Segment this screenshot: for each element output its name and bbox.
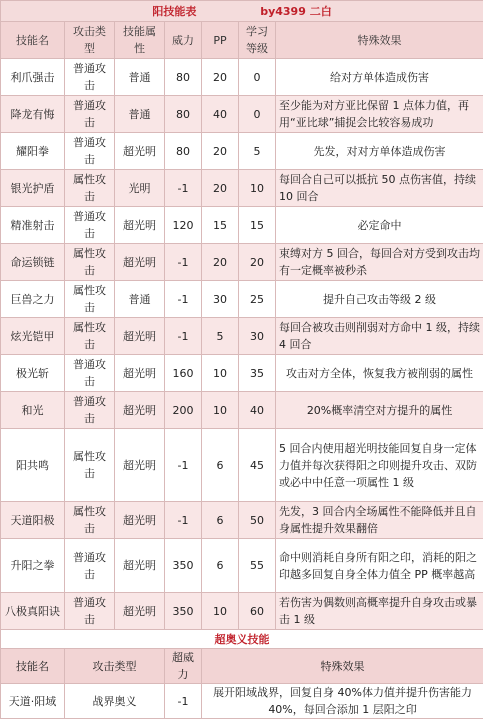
- table-row: [1, 429, 483, 502]
- skill-pp: 20: [202, 59, 239, 96]
- super-skill-title-row: [1, 630, 483, 649]
- skill-attr: 超光明: [115, 429, 165, 502]
- skill-pp: 15: [202, 207, 239, 244]
- skill-name: 耀阳拳: [1, 133, 65, 170]
- skill-pp: 20: [202, 170, 239, 207]
- header-skill-attr: 技能属性: [115, 22, 165, 59]
- super-power: -1: [165, 684, 202, 719]
- special-effect: 每回合被攻击则削弱对方命中 1 级，持续 4 回合: [276, 318, 483, 355]
- learn-level: 20: [239, 244, 276, 281]
- attack-type: 属性攻击: [65, 170, 115, 207]
- table-row: [1, 392, 483, 429]
- learn-level: 45: [239, 429, 276, 502]
- learn-level: 55: [239, 539, 276, 593]
- super-header-name: 技能名: [1, 649, 65, 684]
- skill-attr: 超光明: [115, 593, 165, 630]
- skill-power: 350: [165, 593, 202, 630]
- super-header-effect: 特殊效果: [202, 649, 483, 684]
- attack-type: 普通攻击: [65, 539, 115, 593]
- header-effect: 特殊效果: [276, 22, 483, 59]
- special-effect: 束缚对方 5 回合，每回合对方受到攻击均有一定概率被秒杀: [276, 244, 483, 281]
- table-row: [1, 318, 483, 355]
- skill-power: 80: [165, 96, 202, 133]
- header-skill-name: 技能名: [1, 22, 65, 59]
- table-row: [1, 502, 483, 539]
- attack-type: 普通攻击: [65, 593, 115, 630]
- special-effect: 至少能为对方亚比保留 1 点体力值，再用“亚比球”捕捉会比较容易成功: [276, 96, 483, 133]
- skill-power: -1: [165, 170, 202, 207]
- skill-name: 八极真阳诀: [1, 593, 65, 630]
- skill-attr: 普通: [115, 96, 165, 133]
- learn-level: 15: [239, 207, 276, 244]
- special-effect: 命中则消耗自身所有阳之印，消耗的阳之印越多回复自身全体力值全 PP 概率越高: [276, 539, 483, 593]
- special-effect: 先发，对对方单体造成伤害: [276, 133, 483, 170]
- skill-power: -1: [165, 429, 202, 502]
- skill-power: 350: [165, 539, 202, 593]
- header-attack-type: 攻击类型: [65, 22, 115, 59]
- skill-power: -1: [165, 318, 202, 355]
- skill-pp: 10: [202, 593, 239, 630]
- special-effect: 每回合自己可以抵抗 50 点伤害值，持续 10 回合: [276, 170, 483, 207]
- skill-pp: 6: [202, 429, 239, 502]
- special-effect: 攻击对方全体，恢复我方被削弱的属性: [276, 355, 483, 392]
- special-effect: 20%概率清空对方提升的属性: [276, 392, 483, 429]
- table-title: 阳技能表: [152, 5, 196, 18]
- attack-type: 属性攻击: [65, 429, 115, 502]
- table-row: [1, 593, 483, 630]
- skill-name: 和光: [1, 392, 65, 429]
- super-header-power: 超威力: [165, 649, 202, 684]
- skill-attr: 超光明: [115, 318, 165, 355]
- attack-type: 普通攻击: [65, 59, 115, 96]
- table-row: [1, 207, 483, 244]
- attack-type: 普通攻击: [65, 392, 115, 429]
- skill-name: 巨兽之力: [1, 281, 65, 318]
- skill-pp: 20: [202, 244, 239, 281]
- super-skill-name: 天道·阳域: [1, 684, 65, 719]
- attack-type: 属性攻击: [65, 502, 115, 539]
- skill-pp: 10: [202, 355, 239, 392]
- super-attack-type: 战界奥义: [65, 684, 165, 719]
- skill-attr: 超光明: [115, 133, 165, 170]
- table-author: by4399 二白: [260, 5, 332, 18]
- skill-pp: 5: [202, 318, 239, 355]
- skill-attr: 超光明: [115, 207, 165, 244]
- skill-pp: 6: [202, 502, 239, 539]
- table-row: [1, 355, 483, 392]
- header-power: 威力: [165, 22, 202, 59]
- table-row: [1, 133, 483, 170]
- skill-attr: 超光明: [115, 355, 165, 392]
- special-effect: 若伤害为偶数则高概率提升自身攻击或暴击 1 级: [276, 593, 483, 630]
- learn-level: 0: [239, 96, 276, 133]
- skill-name: 利爪强击: [1, 59, 65, 96]
- skill-name: 精准射击: [1, 207, 65, 244]
- skill-pp: 20: [202, 133, 239, 170]
- skill-pp: 40: [202, 96, 239, 133]
- learn-level: 25: [239, 281, 276, 318]
- special-effect: 给对方单体造成伤害: [276, 59, 483, 96]
- skill-pp: 30: [202, 281, 239, 318]
- learn-level: 10: [239, 170, 276, 207]
- attack-type: 属性攻击: [65, 281, 115, 318]
- skill-attr: 超光明: [115, 502, 165, 539]
- learn-level: 60: [239, 593, 276, 630]
- skill-name: 极光斩: [1, 355, 65, 392]
- skill-power: 200: [165, 392, 202, 429]
- skill-attr: 普通: [115, 281, 165, 318]
- table-row: [1, 539, 483, 593]
- skill-attr: 光明: [115, 170, 165, 207]
- super-effect: 展开阳域战界，回复自身 40%体力值并提升伤害能力 40%，每回合添加 1 层阳之印: [202, 684, 483, 719]
- special-effect: 先发，3 回合内全场属性不能降低并且自身属性提升效果翻倍: [276, 502, 483, 539]
- super-header-type: 攻击类型: [65, 649, 165, 684]
- skill-name: 天道阳极: [1, 502, 65, 539]
- super-skill-title: 超奥义技能: [1, 630, 483, 649]
- special-effect: 必定命中: [276, 207, 483, 244]
- learn-level: 30: [239, 318, 276, 355]
- special-effect: 提升自己攻击等级 2 级: [276, 281, 483, 318]
- table-row: [1, 170, 483, 207]
- skill-name: 升阳之拳: [1, 539, 65, 593]
- attack-type: 属性攻击: [65, 318, 115, 355]
- table-row: [1, 59, 483, 96]
- skill-name: 降龙有悔: [1, 96, 65, 133]
- table-row: [1, 244, 483, 281]
- skill-attr: 超光明: [115, 539, 165, 593]
- table-header-row: [1, 22, 483, 59]
- skill-name: 阳共鸣: [1, 429, 65, 502]
- skill-attr: 超光明: [115, 244, 165, 281]
- skill-power: -1: [165, 244, 202, 281]
- skill-power: 160: [165, 355, 202, 392]
- learn-level: 35: [239, 355, 276, 392]
- super-skill-row: [1, 684, 483, 719]
- skill-name: 银光护盾: [1, 170, 65, 207]
- table-row: [1, 281, 483, 318]
- skill-power: -1: [165, 502, 202, 539]
- skill-power: -1: [165, 281, 202, 318]
- skill-pp: 6: [202, 539, 239, 593]
- skill-power: 80: [165, 59, 202, 96]
- skill-name: 命运锁链: [1, 244, 65, 281]
- super-header-row: [1, 649, 483, 684]
- attack-type: 普通攻击: [65, 207, 115, 244]
- learn-level: 5: [239, 133, 276, 170]
- attack-type: 属性攻击: [65, 244, 115, 281]
- skill-power: 80: [165, 133, 202, 170]
- skill-name: 炫光铠甲: [1, 318, 65, 355]
- skill-attr: 普通: [115, 59, 165, 96]
- attack-type: 普通攻击: [65, 133, 115, 170]
- table-title-row: [1, 1, 483, 22]
- skill-attr: 超光明: [115, 392, 165, 429]
- learn-level: 50: [239, 502, 276, 539]
- learn-level: 0: [239, 59, 276, 96]
- header-pp: PP: [202, 22, 239, 59]
- attack-type: 普通攻击: [65, 355, 115, 392]
- table-row: [1, 96, 483, 133]
- learn-level: 40: [239, 392, 276, 429]
- special-effect: 5 回合内使用超光明技能回复自身一定体力值并每次获得阳之印则提升攻击、双防或必中中任意一项属性 1 级: [276, 429, 483, 502]
- header-level: 学习等级: [239, 22, 276, 59]
- skill-pp: 10: [202, 392, 239, 429]
- skill-power: 120: [165, 207, 202, 244]
- attack-type: 普通攻击: [65, 96, 115, 133]
